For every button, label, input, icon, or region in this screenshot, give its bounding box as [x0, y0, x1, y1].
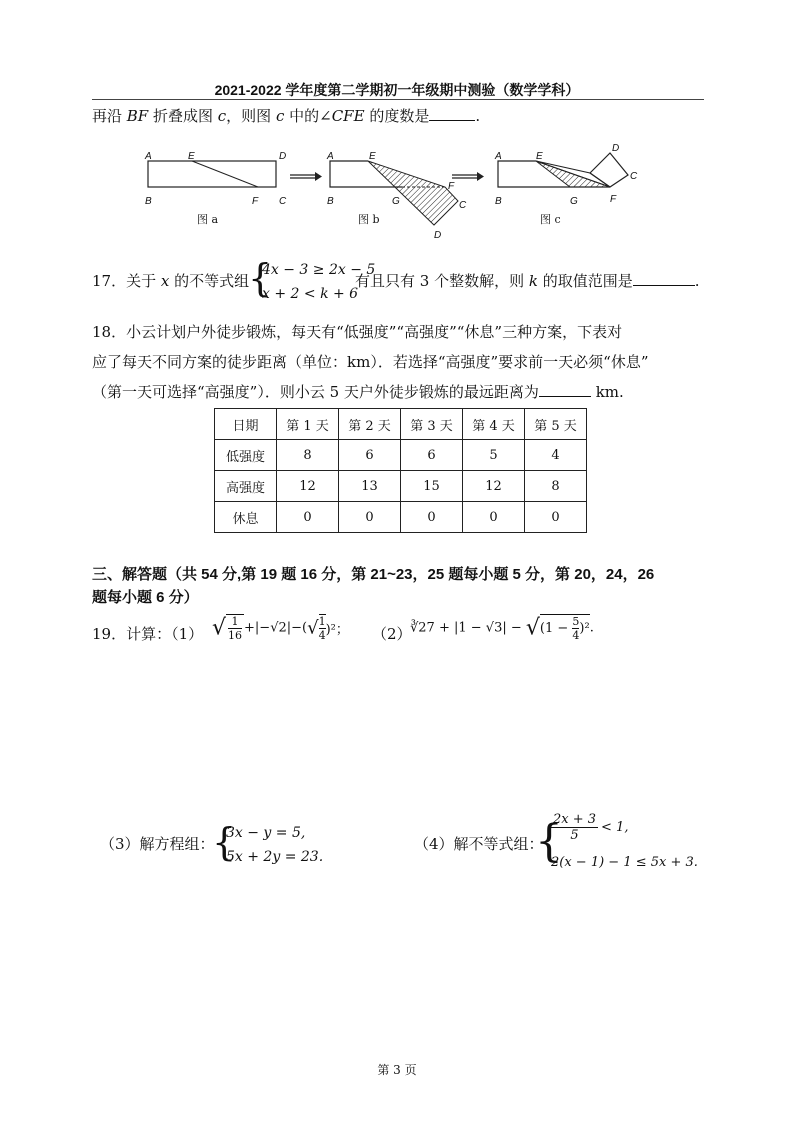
table-row — [215, 471, 587, 502]
left-brace: { — [248, 256, 273, 300]
figure-caption: 图 b — [358, 213, 380, 226]
q17-text: 17．关于 x 的不等式组 — [92, 272, 250, 290]
q19-p4-ineq1: $\frac{2x + 3}{5}$ < 1, — [553, 812, 629, 843]
table-cell: 0 — [277, 502, 339, 533]
q17-ineq1: 4x − 3 ≥ 2x − 5 — [262, 262, 376, 278]
table-cell: 0 — [401, 502, 463, 533]
answer-blank[interactable] — [539, 382, 591, 397]
table-cell: 12 — [463, 471, 525, 502]
q19-p2-expr: ∛27 + |1 − √3| − √(1 − $\frac{5}{4}$ )². — [410, 615, 594, 642]
point-label: E — [188, 151, 195, 162]
left-brace: { — [535, 816, 563, 867]
arrow-icon — [452, 172, 484, 181]
point-label: B — [327, 196, 334, 207]
figure-caption: 图 a — [197, 213, 219, 226]
q19-p4-ineq2: 2(x − 1) − 1 ≤ 5x + 3. — [551, 855, 698, 870]
point-label: C — [279, 196, 287, 207]
answer-blank[interactable] — [429, 106, 475, 121]
q16-line: 再沿 BF 折叠成图 c，则图 c 中的∠CFE 的度数是 . — [92, 107, 481, 125]
table-header-cell: 第 5 天 — [525, 409, 587, 440]
point-label: C — [459, 200, 467, 211]
table-cell: 13 — [339, 471, 401, 502]
point-label: C — [630, 171, 638, 182]
folding-figures — [140, 145, 660, 245]
table-cell: 4 — [525, 440, 587, 471]
table-row — [215, 440, 587, 471]
arrow-icon — [290, 172, 322, 181]
figure-caption: 图 c — [540, 213, 561, 226]
left-brace: { — [212, 820, 237, 864]
distance-table — [214, 408, 587, 533]
q18-line2: 应了每天不同方案的徒步距离（单位：km）．若选择“高强度”要求前一天必须“休息” — [92, 353, 649, 371]
table-cell: 低强度 — [215, 440, 277, 471]
q17-suffix: 有且只有 3 个整数解，则 k 的取值范围是 . — [355, 272, 700, 290]
table-header-cell: 第 1 天 — [277, 409, 339, 440]
point-label: D — [612, 143, 620, 154]
table-cell: 休息 — [215, 502, 277, 533]
figure-c — [498, 153, 628, 187]
figure-a — [148, 161, 276, 187]
point-label: B — [145, 196, 152, 207]
table-cell: 0 — [525, 502, 587, 533]
table-row — [215, 502, 587, 533]
table-cell: 6 — [339, 440, 401, 471]
page-header: 2021-2022 学年度第二学期初一年级期中测验（数学学科） — [214, 82, 580, 98]
section-title-line2: 题每小题 6 分） — [92, 589, 199, 606]
page-number: 第 3 页 — [377, 1063, 417, 1077]
point-label: F — [610, 194, 617, 205]
q19-label: 19．计算：（1） — [92, 625, 204, 643]
point-label: D — [279, 151, 287, 162]
point-label: G — [570, 196, 578, 207]
table-cell: 15 — [401, 471, 463, 502]
point-label: B — [495, 196, 502, 207]
table-header-cell: 第 3 天 — [401, 409, 463, 440]
header-rule — [92, 99, 704, 100]
table-cell: 12 — [277, 471, 339, 502]
table-cell: 高强度 — [215, 471, 277, 502]
q17-ineq2: x + 2 < k + 6 — [262, 286, 359, 302]
table-cell: 0 — [339, 502, 401, 533]
table-cell: 8 — [525, 471, 587, 502]
table-header-row — [215, 409, 587, 440]
point-label: A — [327, 151, 334, 162]
point-label: F — [448, 181, 455, 192]
point-label: A — [495, 151, 502, 162]
table-cell: 0 — [463, 502, 525, 533]
table-cell: 5 — [463, 440, 525, 471]
point-label: A — [145, 151, 152, 162]
table-cell: 6 — [401, 440, 463, 471]
table-header-cell: 日期 — [215, 409, 277, 440]
q19-p2-label: （2） — [372, 625, 412, 643]
table-header-cell: 第 4 天 — [463, 409, 525, 440]
point-label: G — [392, 196, 400, 207]
figure-b — [330, 161, 458, 225]
point-label: D — [434, 230, 442, 241]
section-title-line1: 三、解答题（共 54 分,第 19 题 16 分，第 21~23，25 题每小题 5 分，第 20，24，26 — [92, 566, 655, 583]
q19-p1-expr: √ $\frac{1}{16}$ +|−√2|−(√ $\frac{1}{4}$ )²； — [212, 615, 349, 642]
q18-line1: 18．小云计划户外徒步锻炼，每天有“低强度”“高强度”“休息”三种方案，下表对 — [92, 323, 623, 341]
table-cell: 8 — [277, 440, 339, 471]
q19-p3-eq1: 3x − y = 5, — [226, 825, 306, 841]
q19-p3-eq2: 5x + 2y = 23. — [226, 849, 324, 865]
q18-line3: （第一天可选择“高强度”）．则小云 5 天户外徒步锻炼的最远距离为 km. — [92, 383, 624, 401]
point-label: F — [252, 196, 259, 207]
point-label: E — [369, 151, 376, 162]
q19-p3-label: （3）解方程组： — [100, 835, 215, 853]
point-label: E — [536, 151, 543, 162]
answer-blank[interactable] — [633, 271, 695, 286]
table-header-cell: 第 2 天 — [339, 409, 401, 440]
q19-p4-label: （4）解不等式组： — [414, 835, 544, 853]
